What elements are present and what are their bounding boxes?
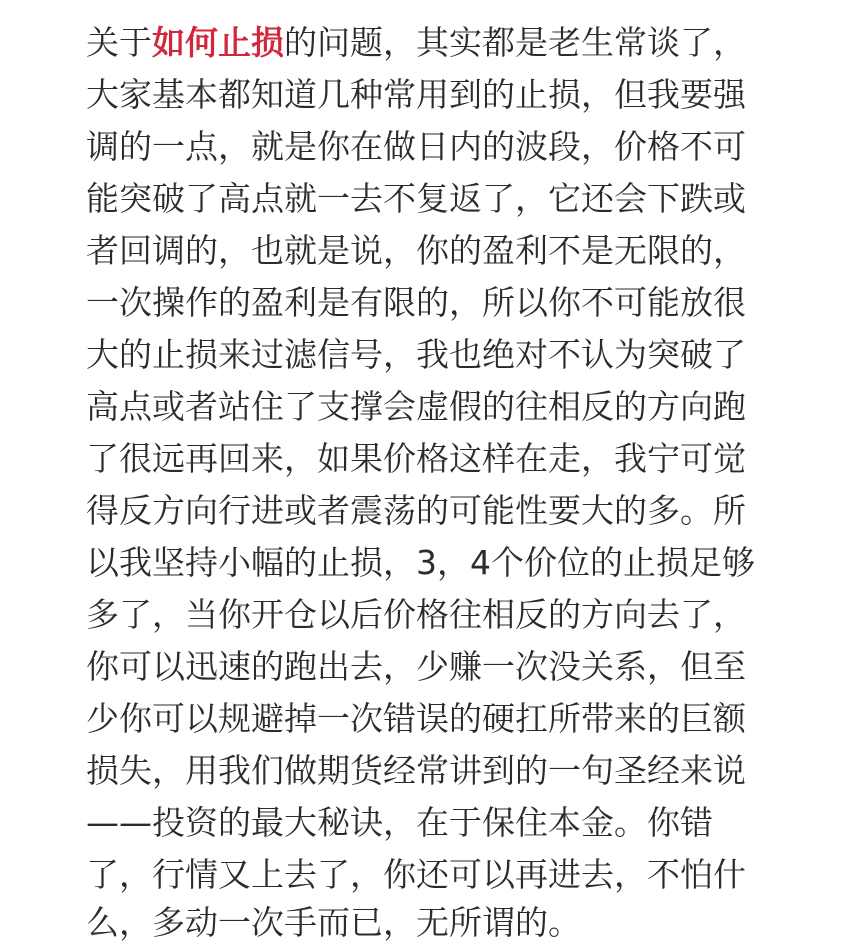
text-line-1 — [86, 18, 766, 68]
text-line-15: 损失，用我们做期货经常讲到的一句圣经来说 — [86, 751, 746, 790]
text-segment: 的问题，其实都是老生常谈了， — [284, 23, 746, 62]
text-line-6: 一次操作的盈利是有限的，所以你不可能放很 — [86, 283, 746, 322]
text-line-17: 了，行情又上去了，你还可以再进去，不怕什 — [86, 855, 746, 894]
text-line-9: 了很远再回来，如果价格这样在走，我宁可觉 — [86, 439, 746, 478]
text-line-13: 你可以迅速的跑出去，少赚一次没关系，但至 — [86, 647, 746, 686]
text-line-10: 得反方向行进或者震荡的可能性要大的多。所 — [86, 491, 746, 530]
text-segment: 关于 — [86, 23, 152, 62]
text-line-14: 少你可以规避掉一次错误的硬扛所带来的巨额 — [86, 699, 746, 738]
text-line-16: ——投资的最大秘诀，在于保住本金。你错 — [86, 803, 713, 842]
text-line-2: 大家基本都知道几种常用到的止损，但我要强 — [86, 75, 746, 114]
text-line-3: 调的一点，就是你在做日内的波段，价格不可 — [86, 127, 746, 166]
highlight-keyword: 如何止损 — [152, 23, 284, 62]
text-line-5: 者回调的，也就是说，你的盈利不是无限的， — [86, 231, 746, 270]
text-line-18: 么，多动一次手而已，无所谓的。 — [86, 903, 581, 942]
text-line-8: 高点或者站住了支撑会虚假的往相反的方向跑 — [86, 387, 746, 426]
text-line-7: 大的止损来过滤信号，我也绝对不认为突破了 — [86, 335, 746, 374]
text-line-4: 能突破了高点就一去不复返了，它还会下跌或 — [86, 179, 746, 218]
text-line-11: 以我坚持小幅的止损，3，4个价位的止损足够 — [86, 543, 755, 582]
text-line-12: 多了，当你开仓以后价格往相反的方向去了， — [86, 595, 746, 634]
